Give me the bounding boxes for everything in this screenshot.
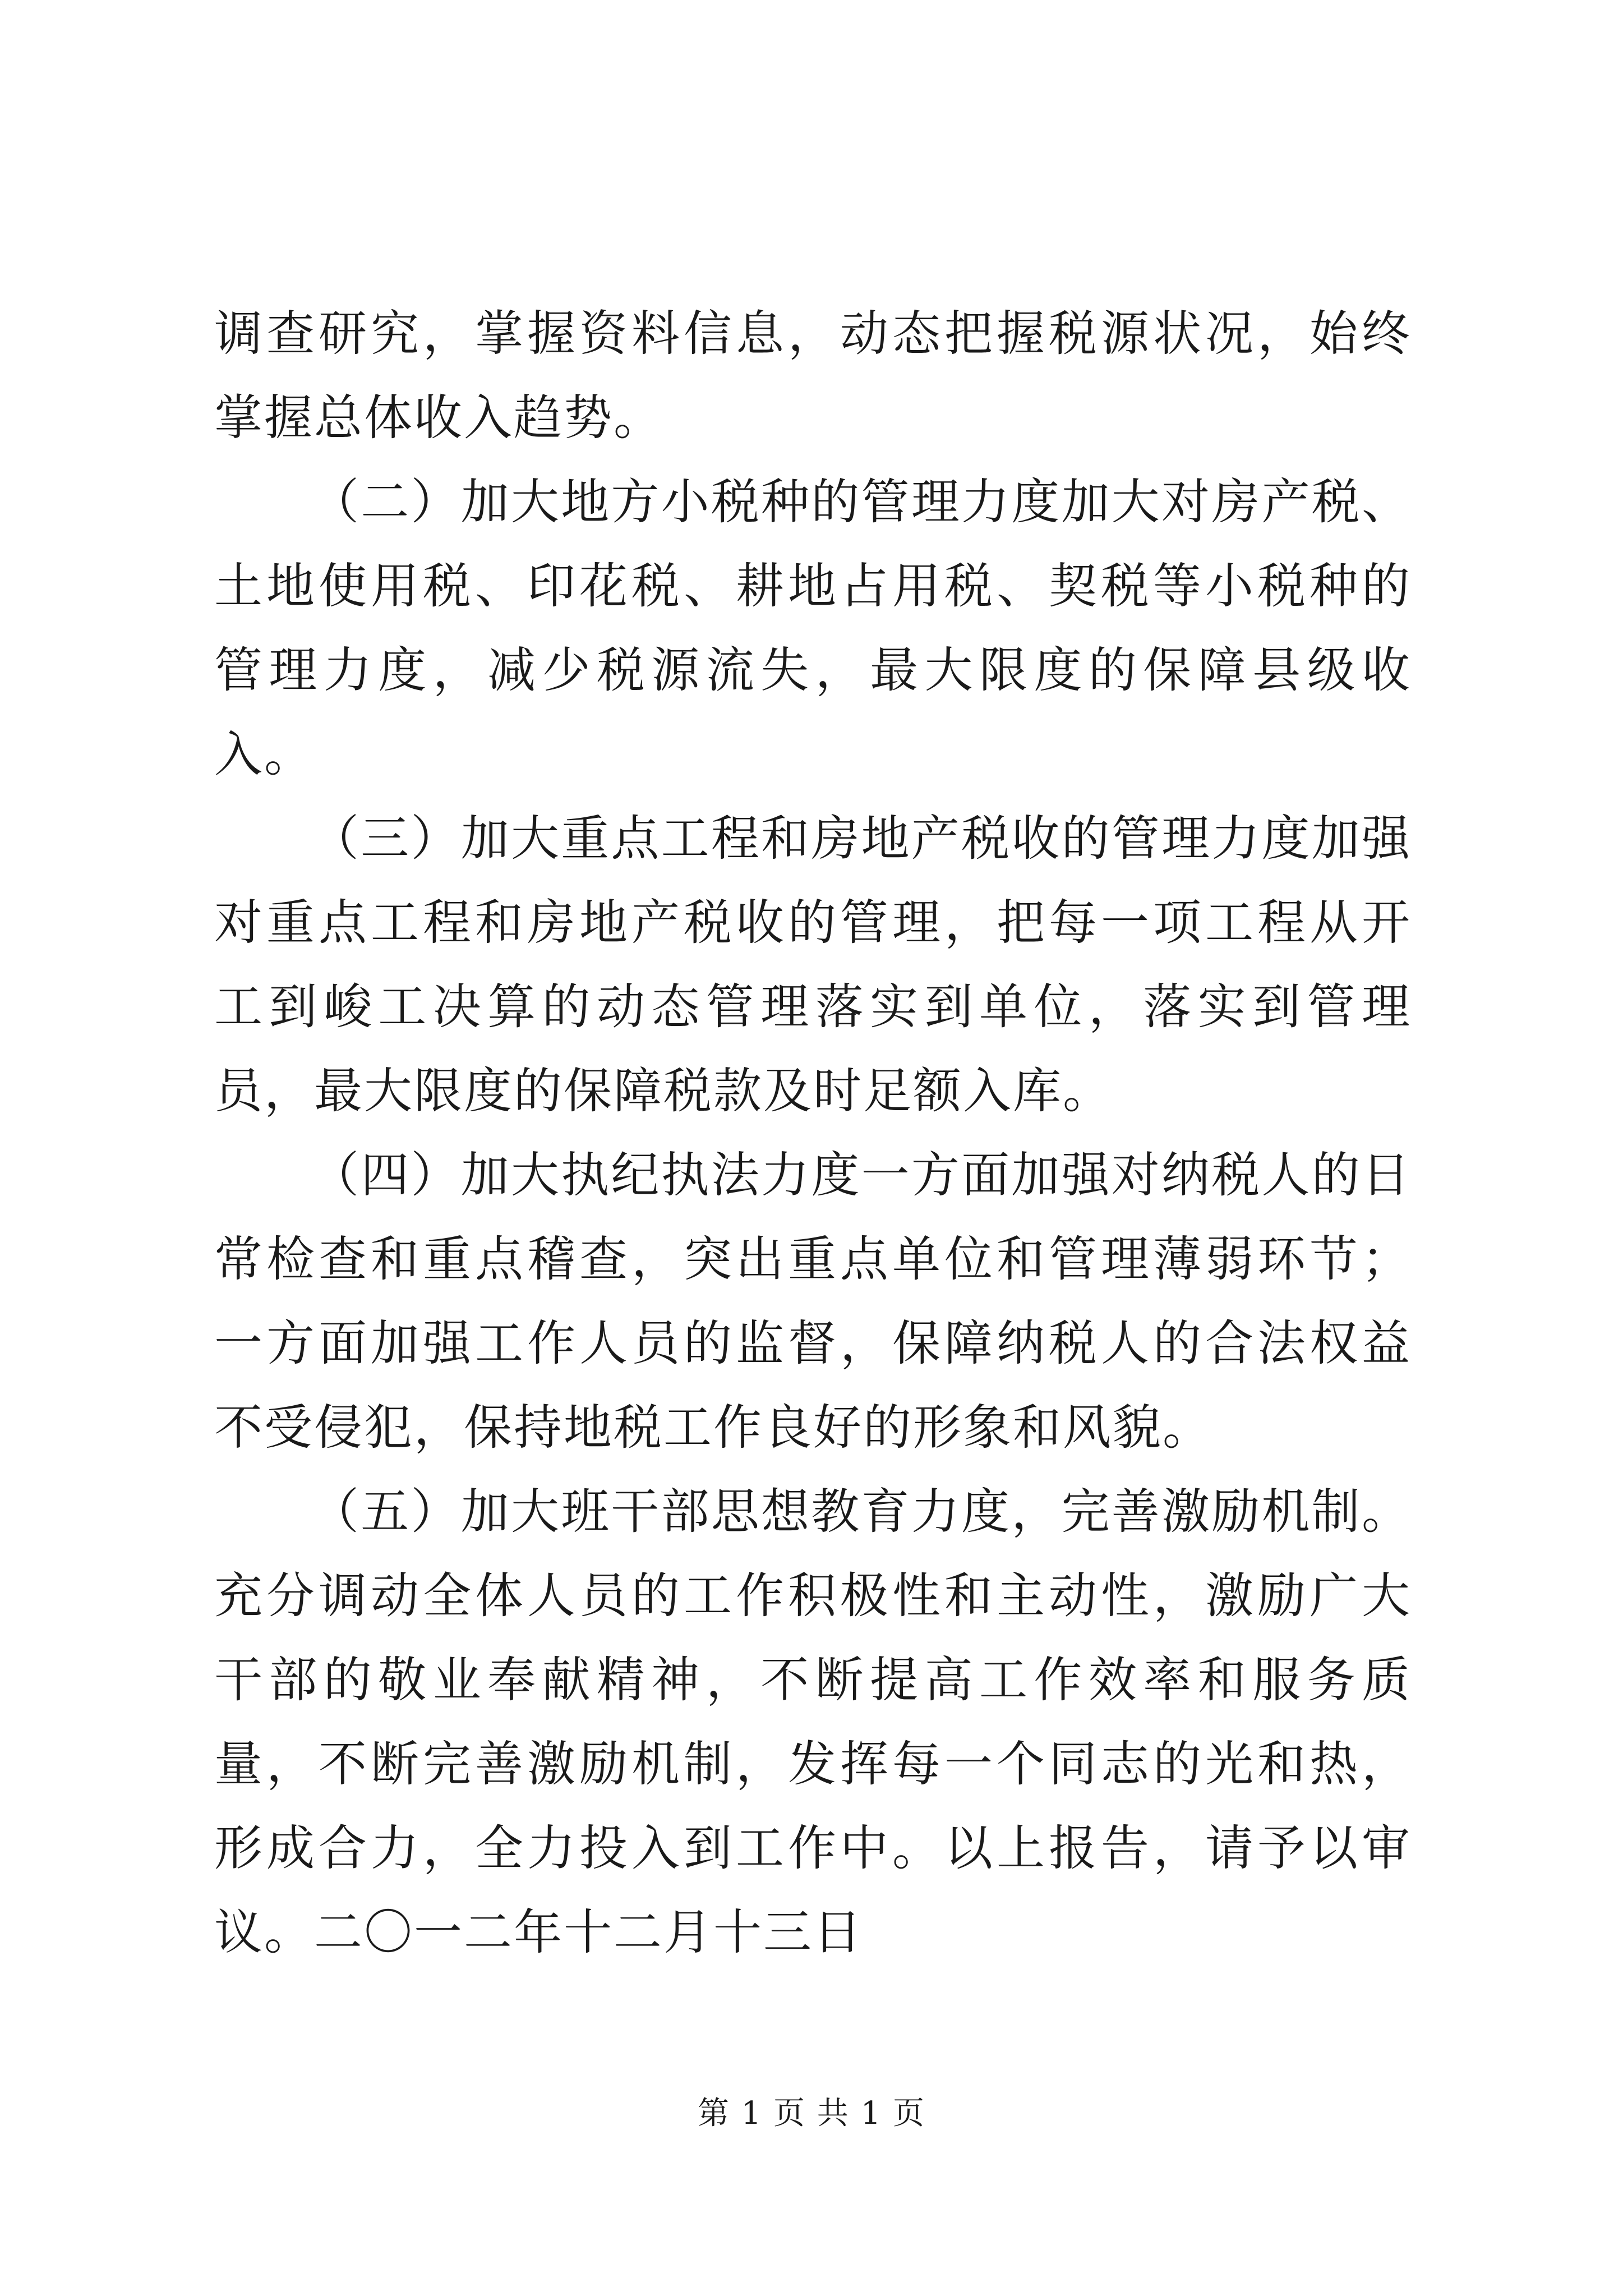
- paragraph-continued: 调查研究，掌握资料信息，动态把握税源状况，始终掌握总体收入趋势。: [214, 306, 1412, 446]
- document-body: [214, 292, 1412, 1975]
- paragraph-section-2: （二）加大地方小税种的管理力度加大对房产税、土地使用税、印花税、耕地占用税、契税等小税种的管理力度，减少税源流失，最大限度的保障县级收入。: [214, 474, 1412, 783]
- page-number-label: 第 1 页 共 1 页: [697, 2095, 926, 2132]
- paragraph-section-5: （五）加大班干部思想教育力度，完善激励机制。充分调动全体人员的工作积极性和主动性，激励广大干部的敬业奉献精神，不断提高工作效率和服务质量，不断完善激励机制，发挥每一个同志的光和热，形成合力，全力投入到工作中。以上报告，请予以审议。二〇一二年十二月十三日: [214, 1484, 1412, 1961]
- paragraph-section-4: （四）加大执纪执法力度一方面加强对纳税人的日常检查和重点稽查，突出重点单位和管理薄弱环节；一方面加强工作人员的监督，保障纳税人的合法权益不受侵犯，保持地税工作良好的形象和风貌。: [214, 1147, 1412, 1456]
- paragraph-section-3: （三）加大重点工程和房地产税收的管理力度加强对重点工程和房地产税收的管理，把每一项工程从开工到峻工决算的动态管理落实到单位，落实到管理员，最大限度的保障税款及时足额入库。: [214, 811, 1412, 1119]
- page-footer: [0, 2091, 1623, 2136]
